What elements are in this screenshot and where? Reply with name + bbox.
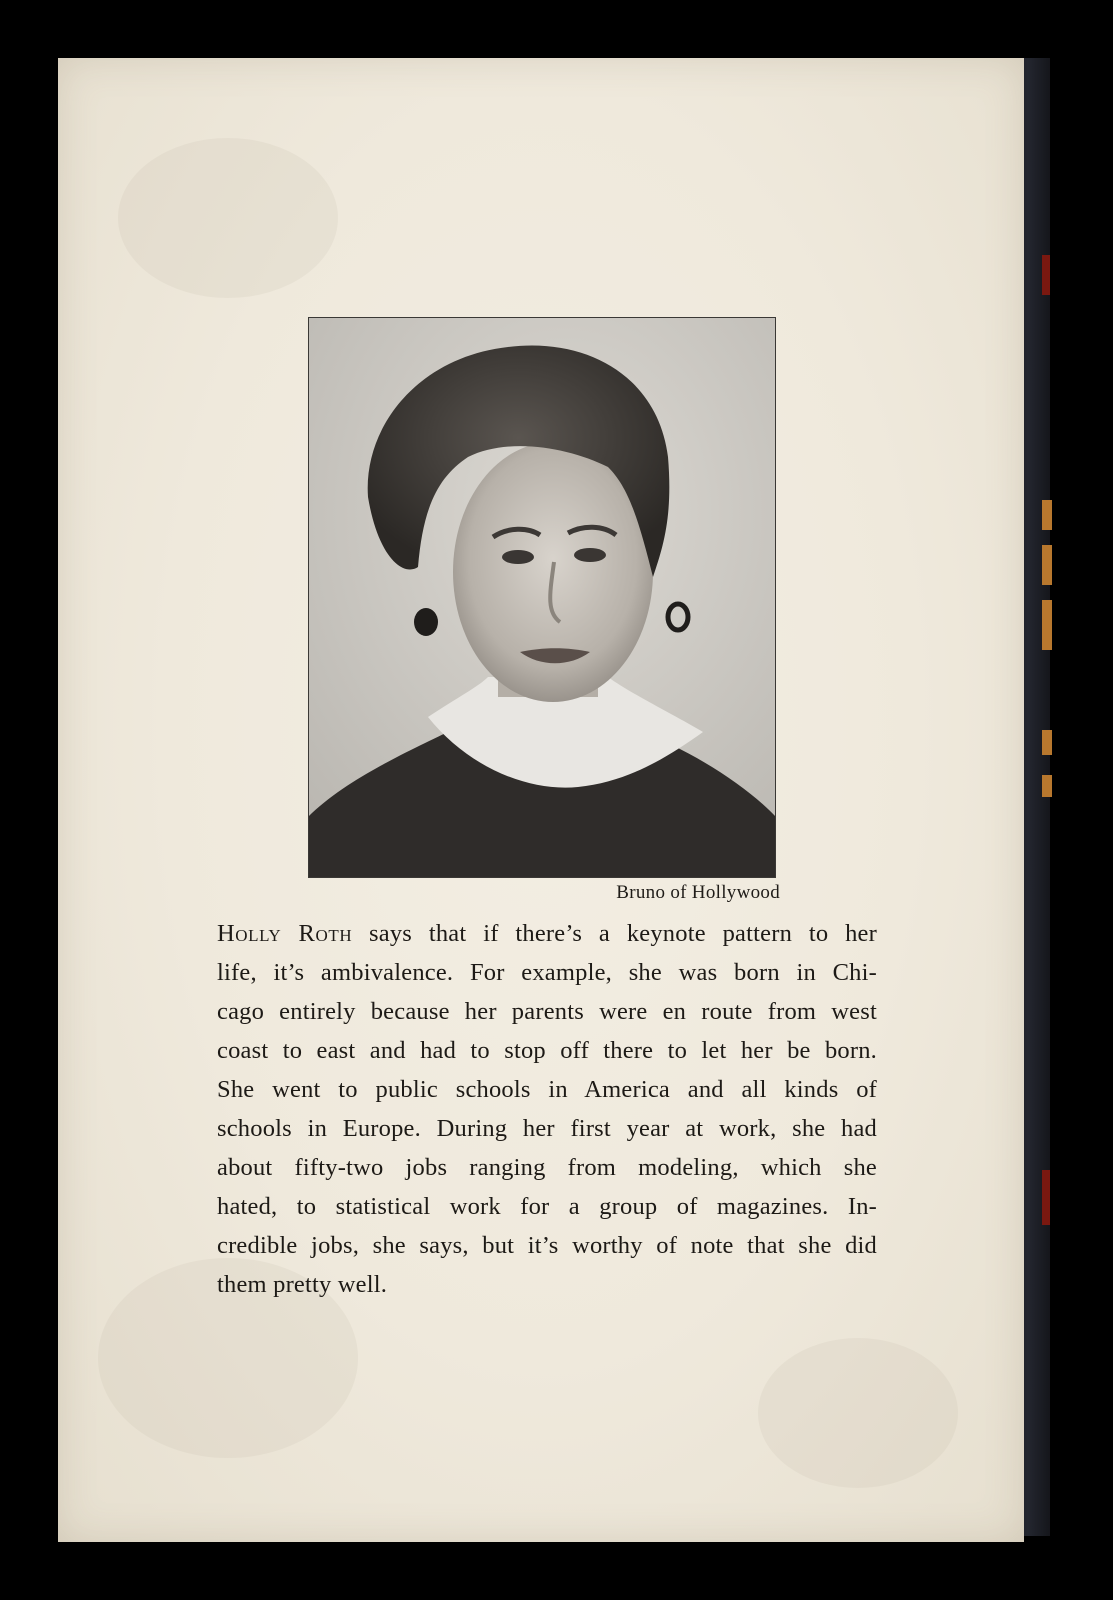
bio-line: coast to east and had to stop off there to let her be born. — [217, 1037, 877, 1064]
author-bio — [217, 914, 877, 1304]
bio-line: them pretty well. — [217, 1271, 388, 1298]
paper-stain — [118, 138, 338, 298]
spine-mark — [1042, 500, 1052, 530]
bio-line: She went to public schools in America and all kinds of — [217, 1076, 877, 1103]
bio-line — [217, 914, 877, 953]
author-name: Holly Roth — [217, 920, 353, 947]
bio-line: cago entirely because her parents were en route from west — [217, 998, 877, 1025]
bio-line: schools in Europe. During her first year at work, she had — [217, 1115, 877, 1142]
bio-line: life, it’s ambivalence. For example, she was born in Chi- — [217, 959, 877, 986]
photo-credit: Bruno of Hollywood — [616, 882, 780, 903]
bio-line-text: says that if there’s a keynote pattern to her — [352, 920, 877, 947]
spine-mark — [1042, 545, 1052, 585]
bio-line: credible jobs, she says, but it’s worthy of note that she did — [217, 1232, 877, 1259]
bio-line: about fifty-two jobs ranging from modeling, which she — [217, 1154, 877, 1181]
spine-mark — [1042, 775, 1052, 797]
paper-stain — [758, 1338, 958, 1488]
dust-jacket-back-cover — [58, 58, 1024, 1542]
right-eye — [574, 548, 606, 562]
spine-mark — [1042, 255, 1050, 295]
bio-line: hated, to statistical work for a group of magazines. In- — [217, 1193, 877, 1220]
author-photo — [308, 317, 776, 878]
left-eye — [502, 550, 534, 564]
spine-mark — [1042, 730, 1052, 755]
spine-mark — [1042, 600, 1052, 650]
left-earring — [414, 608, 438, 636]
spine-mark — [1042, 1170, 1050, 1225]
